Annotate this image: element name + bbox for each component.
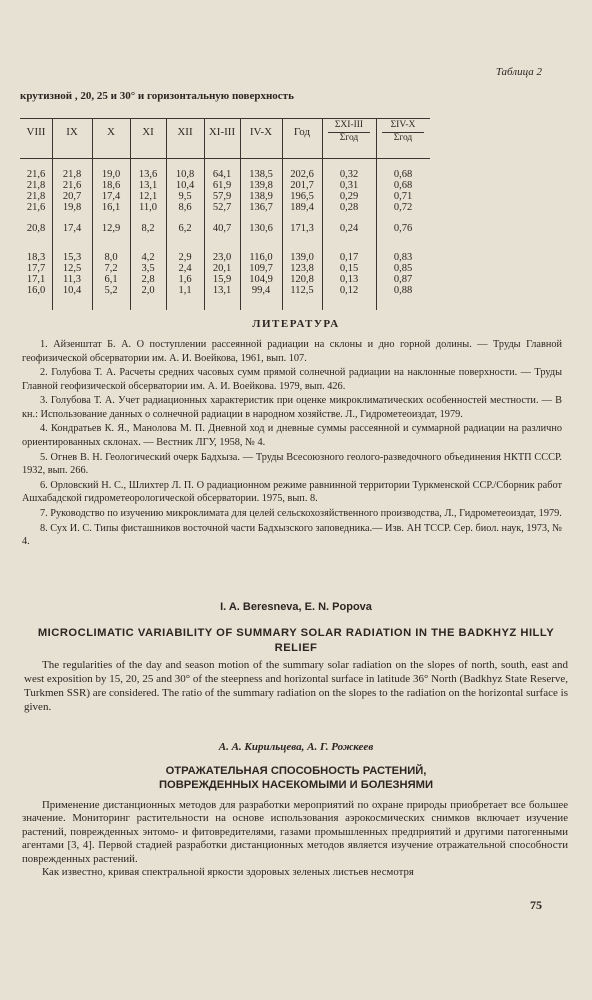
table-cell: 123,8 [290,263,314,274]
table-cell: 16,0 [26,285,46,296]
reference-item: 4. Кондратьев К. Я., Манолова М. П. Дневной ход и дневные суммы рассеянной и суммарной радиации на различно ориентированных склонах. — Вестник ЛГУ, 1958, № 4. [22,423,562,449]
table-header-cell: Год [293,126,311,138]
table-cell: 19,0 [101,169,121,180]
reference-item: 7. Руководство по изучению микроклимата для целей сельскохозяйственного производства, Л., Гидрометеоиздат, 1979. [40,507,562,519]
table-cell: 10,8 [175,169,195,180]
table-header-rule [20,158,430,159]
table-header-cell: XII [177,126,193,138]
table-cell: 16,1 [101,202,121,213]
body-paragraph: Применение дистанционных методов для разработки мероприятий по охране природы приобретает все большее значение. Мониторинг растительности на основе использования аэрокосмических снимков включает изучение растений, поврежденных энтомо- и фитовредителями, газами промышленных предприятий и другими патогенными агентами [3, 4]. Первой стадией разработки дистанционных методов является изучение отражательной способности поврежденных растений. [22,799,568,865]
table-cell: 17,1 [26,274,46,285]
english-article-title: MICROCLIMATIC VARIABILITY OF SUMMARY SOLAR RADIATION IN THE BADKHYZ HILLY RELIEF [37,627,555,655]
table-cell: 104,9 [249,274,273,285]
table-cell: 2,0 [141,285,155,296]
table-cell: 0,85 [393,263,413,274]
table-cell: 139,8 [249,180,273,191]
table-caption: крутизной , 20, 25 и 30° и горизонтальную поверхность [20,90,294,102]
table-cell: 8,6 [178,202,192,213]
table-cell: 130,6 [249,223,273,234]
table-cell: 5,2 [104,285,118,296]
table-cell: 52,7 [212,202,232,213]
table-cell: 201,7 [290,180,314,191]
table-cell: 112,5 [290,285,314,296]
table-cell: 64,1 [212,169,232,180]
table-cell: 120,8 [290,274,314,285]
table-cell: 11,3 [63,274,81,285]
table-cell: 7,2 [104,263,118,274]
table-cell: 21,8 [62,169,82,180]
table-cell: 8,2 [141,223,155,234]
table-cell: 136,7 [249,202,273,213]
table-cell: 23,0 [212,252,232,263]
table-cell: 0,72 [393,202,413,213]
reference-item: 5. Огнев В. Н. Геологический очерк Бадхыза. — Труды Всесоюзного геолого-разведочного объединения НКТП СССР. 1932, вып. 266. [22,451,562,477]
reference-item: 6. Орловский Н. С., Шлихтер Л. П. О радиационном режиме равнинной территории Туркменской ССР./Сборник работ Ашхабадской гидрометеорологической обсерватории. 1975, вып. 8. [22,479,562,505]
table-cell: 2,4 [178,263,192,274]
table-cell: 10,4 [175,180,195,191]
table-cell: 6,1 [104,274,118,285]
table-cell: 20,8 [26,223,46,234]
table-header-cell: XI [142,126,154,138]
table-cell: 0,68 [393,180,413,191]
table-cell: 0,28 [339,202,359,213]
table-label: Таблица 2 [495,66,542,78]
body-paragraph: Как известно, кривая спектральной яркости здоровых зеленых листьев несмотря [42,866,414,879]
table-cell: 2,9 [178,252,192,263]
table-cell: 202,6 [290,169,314,180]
table-cell: 13,1 [212,285,232,296]
table-top-rule [20,118,430,119]
reference-item: 1. Айзенштат Б. А. О поступлении рассеянной радиации на склоны и дно горной долины. — Труды Главной геофизической обсерватории им. А. И. Воейкова, 1961, вып. 107. [22,339,562,364]
table-cell: 20,1 [212,263,232,274]
title-line: ОТРАЖАТЕЛЬНАЯ СПОСОБНОСТЬ РАСТЕНИЙ, [165,765,427,777]
table-header-cell: VIII [26,126,46,138]
page-number: 75 [530,898,542,912]
table-cell: 0,12 [339,285,359,296]
table-cell: 15,9 [212,274,232,285]
table-cell: 116,0 [249,252,273,263]
table-cell: 189,4 [290,202,314,213]
reference-item: 3. Голубова Т. А. Учет радиационных характеристик при оценке микроклиматических особенностей местности. — В кн.: Использование данных о солнечной радиации в народном хозяйстве. Л., Гидрометеоиздат, 1979. [22,395,562,420]
russian-article-title [0,764,592,793]
table-cell: 0,71 [393,191,413,202]
table-cell: 13,6 [138,169,158,180]
english-article-authors: I. A. Beresneva, E. N. Popova [220,601,372,613]
table-cell: 17,4 [62,223,82,234]
table-cell: 21,6 [62,180,82,191]
table-cell: 17,4 [101,191,121,202]
table-cell: 40,7 [212,223,232,234]
table-cell: 1,6 [178,274,192,285]
table-cell: 3,5 [141,263,155,274]
table-cell: 0,31 [339,180,359,191]
table-cell: 0,13 [339,274,359,285]
table-cell: 9,5 [178,191,192,202]
table-cell: 20,7 [62,191,82,202]
table-cell: 0,24 [339,223,359,234]
table-cell: 2,8 [141,274,155,285]
table-cell: 0,88 [393,285,413,296]
table-cell: 4,2 [141,252,155,263]
table-cell: 21,6 [26,169,46,180]
table-cell: 6,2 [178,223,192,234]
russian-article-authors: А. А. Кирильцева, А. Г. Рожкеев [218,741,374,753]
reference-list [22,338,562,550]
table-cell: 12,1 [138,191,158,202]
reference-item: 8. Сух И. С. Типы фисташников восточной части Бадхызского заповедника.— Изв. АН ТССР. Сер. биол. наук, 1973, № 4. [22,522,562,548]
table-cell: 0,76 [393,223,413,234]
table-cell: 0,29 [339,191,359,202]
literature-heading: ЛИТЕРАТУРА [252,318,340,330]
title-line: ПОВРЕЖДЕННЫХ НАСЕКОМЫМИ И БОЛЕЗНЯМИ [158,779,434,792]
reference-item: 2. Голубова Т. А. Расчеты средних часовых сумм прямой солнечной радиации на наклонные поверхности. — Труды Главной геофизической обсерватории им. А. И. Воейкова. 1979, вып. 426. [22,367,562,392]
table-cell: 138,9 [249,191,273,202]
table-cell: 0,32 [339,169,359,180]
table-cell: 171,3 [290,223,314,234]
table-cell: 17,7 [26,263,46,274]
table-cell: 8,0 [104,252,118,263]
table-header-cell: XI-III [208,126,236,138]
table-cell: 139,0 [290,252,314,263]
table-cell: 0,68 [393,169,413,180]
table-header-cell: IX [66,126,78,138]
table-cell: 61,9 [212,180,232,191]
table-cell: 1,1 [178,285,192,296]
table-cell: 138,5 [249,169,273,180]
table-cell: 109,7 [249,263,273,274]
table-cell: 19,8 [62,202,82,213]
table-cell: 10,4 [62,285,82,296]
table-cell: 12,5 [62,263,82,274]
table-cell: 21,6 [26,202,46,213]
table-cell: 0,83 [393,252,413,263]
table-header-cell: X [107,126,115,138]
table-cell: 99,4 [251,285,271,296]
table-header-cell: IV-X [249,126,273,138]
table-cell: 0,17 [339,252,359,263]
table-cell: 11,0 [139,202,157,213]
table-cell: 21,8 [26,180,46,191]
table-cell: 0,15 [339,263,359,274]
table-cell: 21,8 [26,191,46,202]
table-cell: 0,87 [393,274,413,285]
table-cell: 18,6 [101,180,121,191]
english-abstract: The regularities of the day and season motion of the summary solar radiation on the slopes of north, south, east and west exposition by 15, 20, 25 and 30° of the steepness and horizontal surface in latitude 36° North (Badkhyz State Reserve, Turkmen SSR) are considered. The ratio of the summary radiation on the slopes to the radiation on the horizontal surface is given. [24,659,568,713]
table-header-cell: ΣIV-X Σгод [376,120,430,145]
russian-article-body [22,799,568,880]
table-cell: 13,1 [138,180,158,191]
table-cell: 12,9 [101,223,121,234]
table-header-cell: ΣXI-III Σгод [322,120,376,145]
table-cell: 18,3 [26,252,46,263]
table-cell: 15,3 [62,252,82,263]
table-cell: 57,9 [212,191,232,202]
table-cell: 196,5 [290,191,314,202]
